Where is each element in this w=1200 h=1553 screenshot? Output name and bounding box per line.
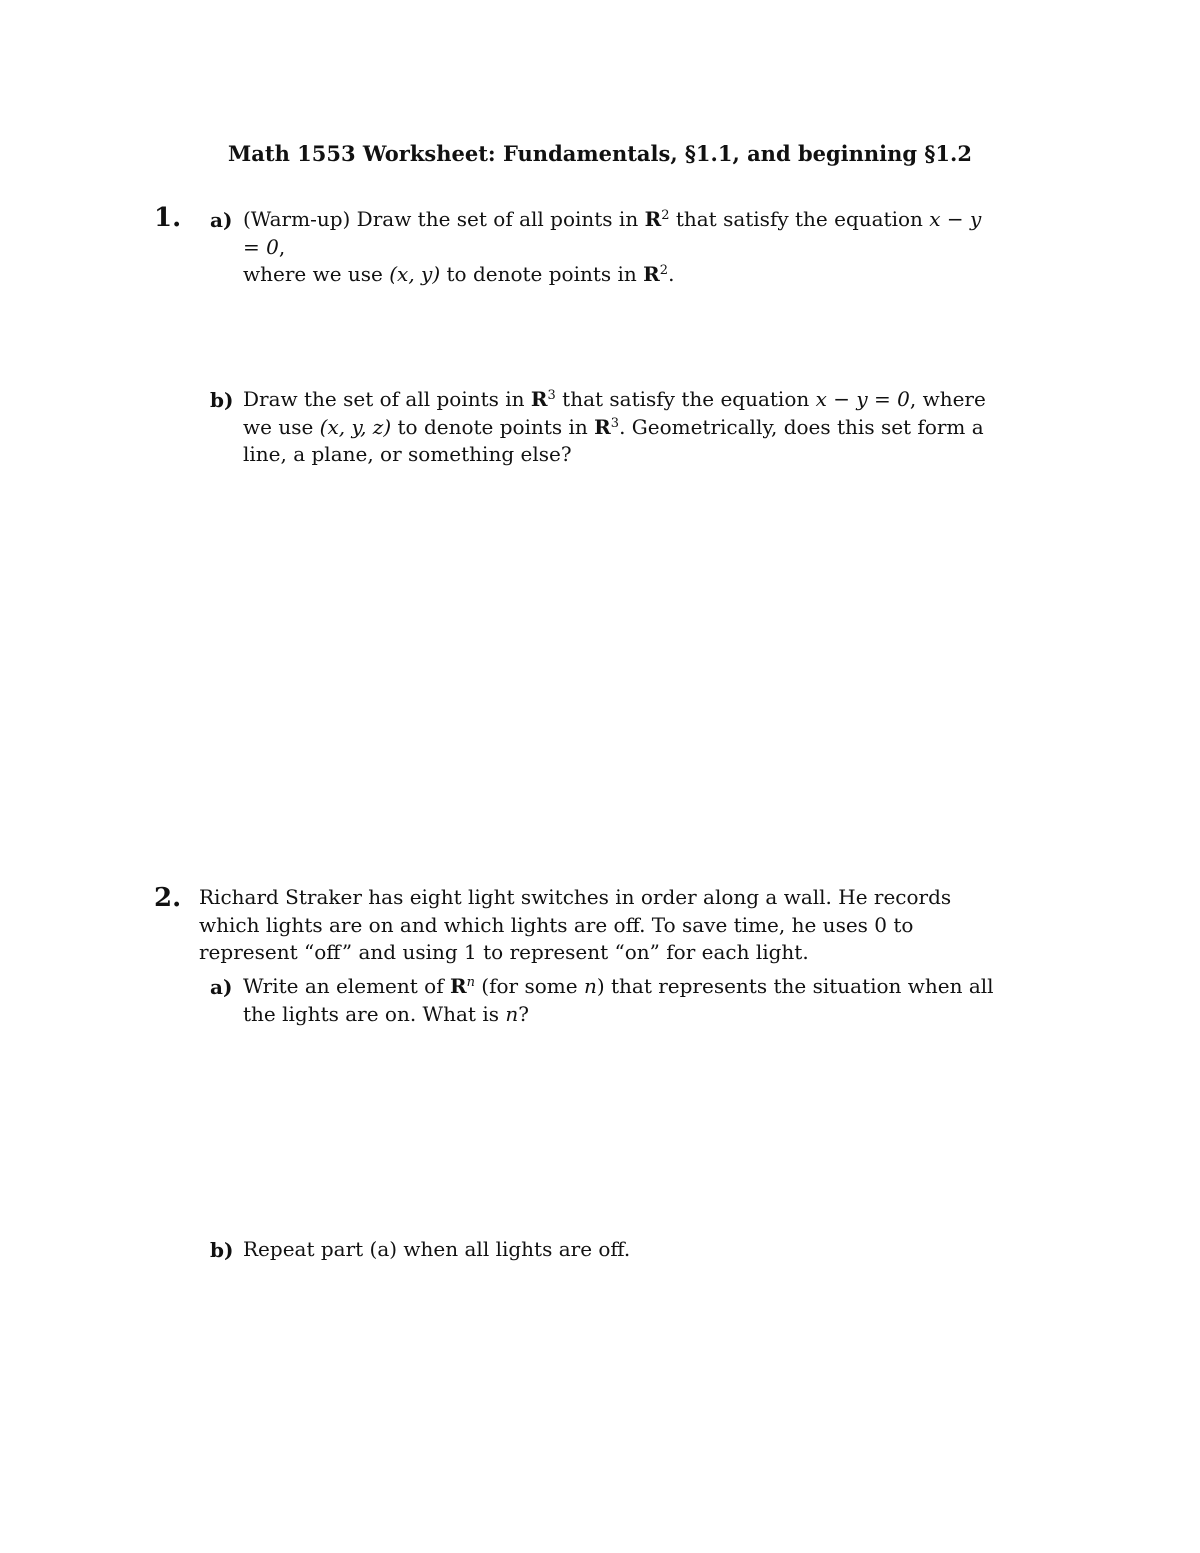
q1b-seg-1: Draw the set of all points in bbox=[243, 387, 531, 411]
question-2b-label: b) bbox=[210, 1238, 234, 1262]
point-notation: (x, y, z) bbox=[319, 414, 392, 439]
q1a-seg-4: where we use bbox=[243, 262, 390, 286]
q1a-seg-6: . bbox=[668, 262, 675, 286]
question-2-intro: Richard Straker has eight light switches in order along a wall. He records which lights are on and which lights are off. To save time, he uses 0 to represent “off” and using 1 to represent “on” for each light. bbox=[199, 885, 952, 964]
variable-n: n bbox=[505, 1001, 519, 1026]
equation: x − y = 0 bbox=[815, 387, 910, 411]
q1b-seg-4: to denote points in bbox=[391, 414, 595, 439]
real-space-symbol: R bbox=[644, 207, 662, 231]
variable-n: n bbox=[583, 974, 597, 998]
q1b-seg-2: that satisfy the equation bbox=[555, 387, 816, 411]
question-1a-text bbox=[243, 206, 1003, 289]
q2a-seg-4: ? bbox=[518, 1001, 529, 1026]
question-2-number: 2. bbox=[154, 883, 182, 913]
exponent: 3 bbox=[547, 387, 556, 403]
q2a-seg-1: Write an element of bbox=[243, 974, 450, 998]
q1a-seg-5: to denote points in bbox=[440, 262, 644, 286]
q1a-seg-1: (Warm-up) Draw the set of all points in bbox=[243, 207, 645, 231]
worksheet-title: Math 1553 Worksheet: Fundamentals, §1.1, and beginning §1.2 bbox=[228, 141, 972, 166]
q2a-seg-3: ) that represents the situation when all the lights are on. What is bbox=[243, 974, 994, 1026]
real-space-symbol: R bbox=[643, 262, 660, 286]
q1b-seg-3: , where we use bbox=[243, 387, 986, 439]
question-2a-text bbox=[243, 973, 1003, 1028]
equation: x − y = 0 bbox=[243, 207, 982, 259]
q1a-seg-2: that satisfy the equation bbox=[669, 207, 930, 231]
real-space-symbol: R bbox=[530, 387, 548, 411]
question-1a-label: a) bbox=[210, 208, 233, 232]
q1b-seg-5: . Geometrically, does this set form a line, a plane, or something else? bbox=[243, 414, 984, 466]
q1a-seg-3: , bbox=[278, 234, 286, 259]
exponent: n bbox=[466, 974, 475, 990]
question-1b-label: b) bbox=[210, 388, 234, 412]
exponent: 2 bbox=[661, 207, 670, 223]
real-space-symbol: R bbox=[449, 974, 467, 998]
question-2a-label: a) bbox=[210, 975, 233, 999]
q2a-seg-2: (for some bbox=[474, 974, 584, 998]
exponent: 2 bbox=[659, 262, 669, 278]
real-space-symbol: R bbox=[594, 414, 611, 439]
question-1-number: 1. bbox=[154, 203, 182, 233]
question-2b-text: Repeat part (a) when all lights are off. bbox=[243, 1237, 631, 1261]
exponent: 3 bbox=[610, 415, 620, 431]
question-1b-text bbox=[243, 386, 1003, 469]
point-notation: (x, y) bbox=[389, 262, 441, 286]
